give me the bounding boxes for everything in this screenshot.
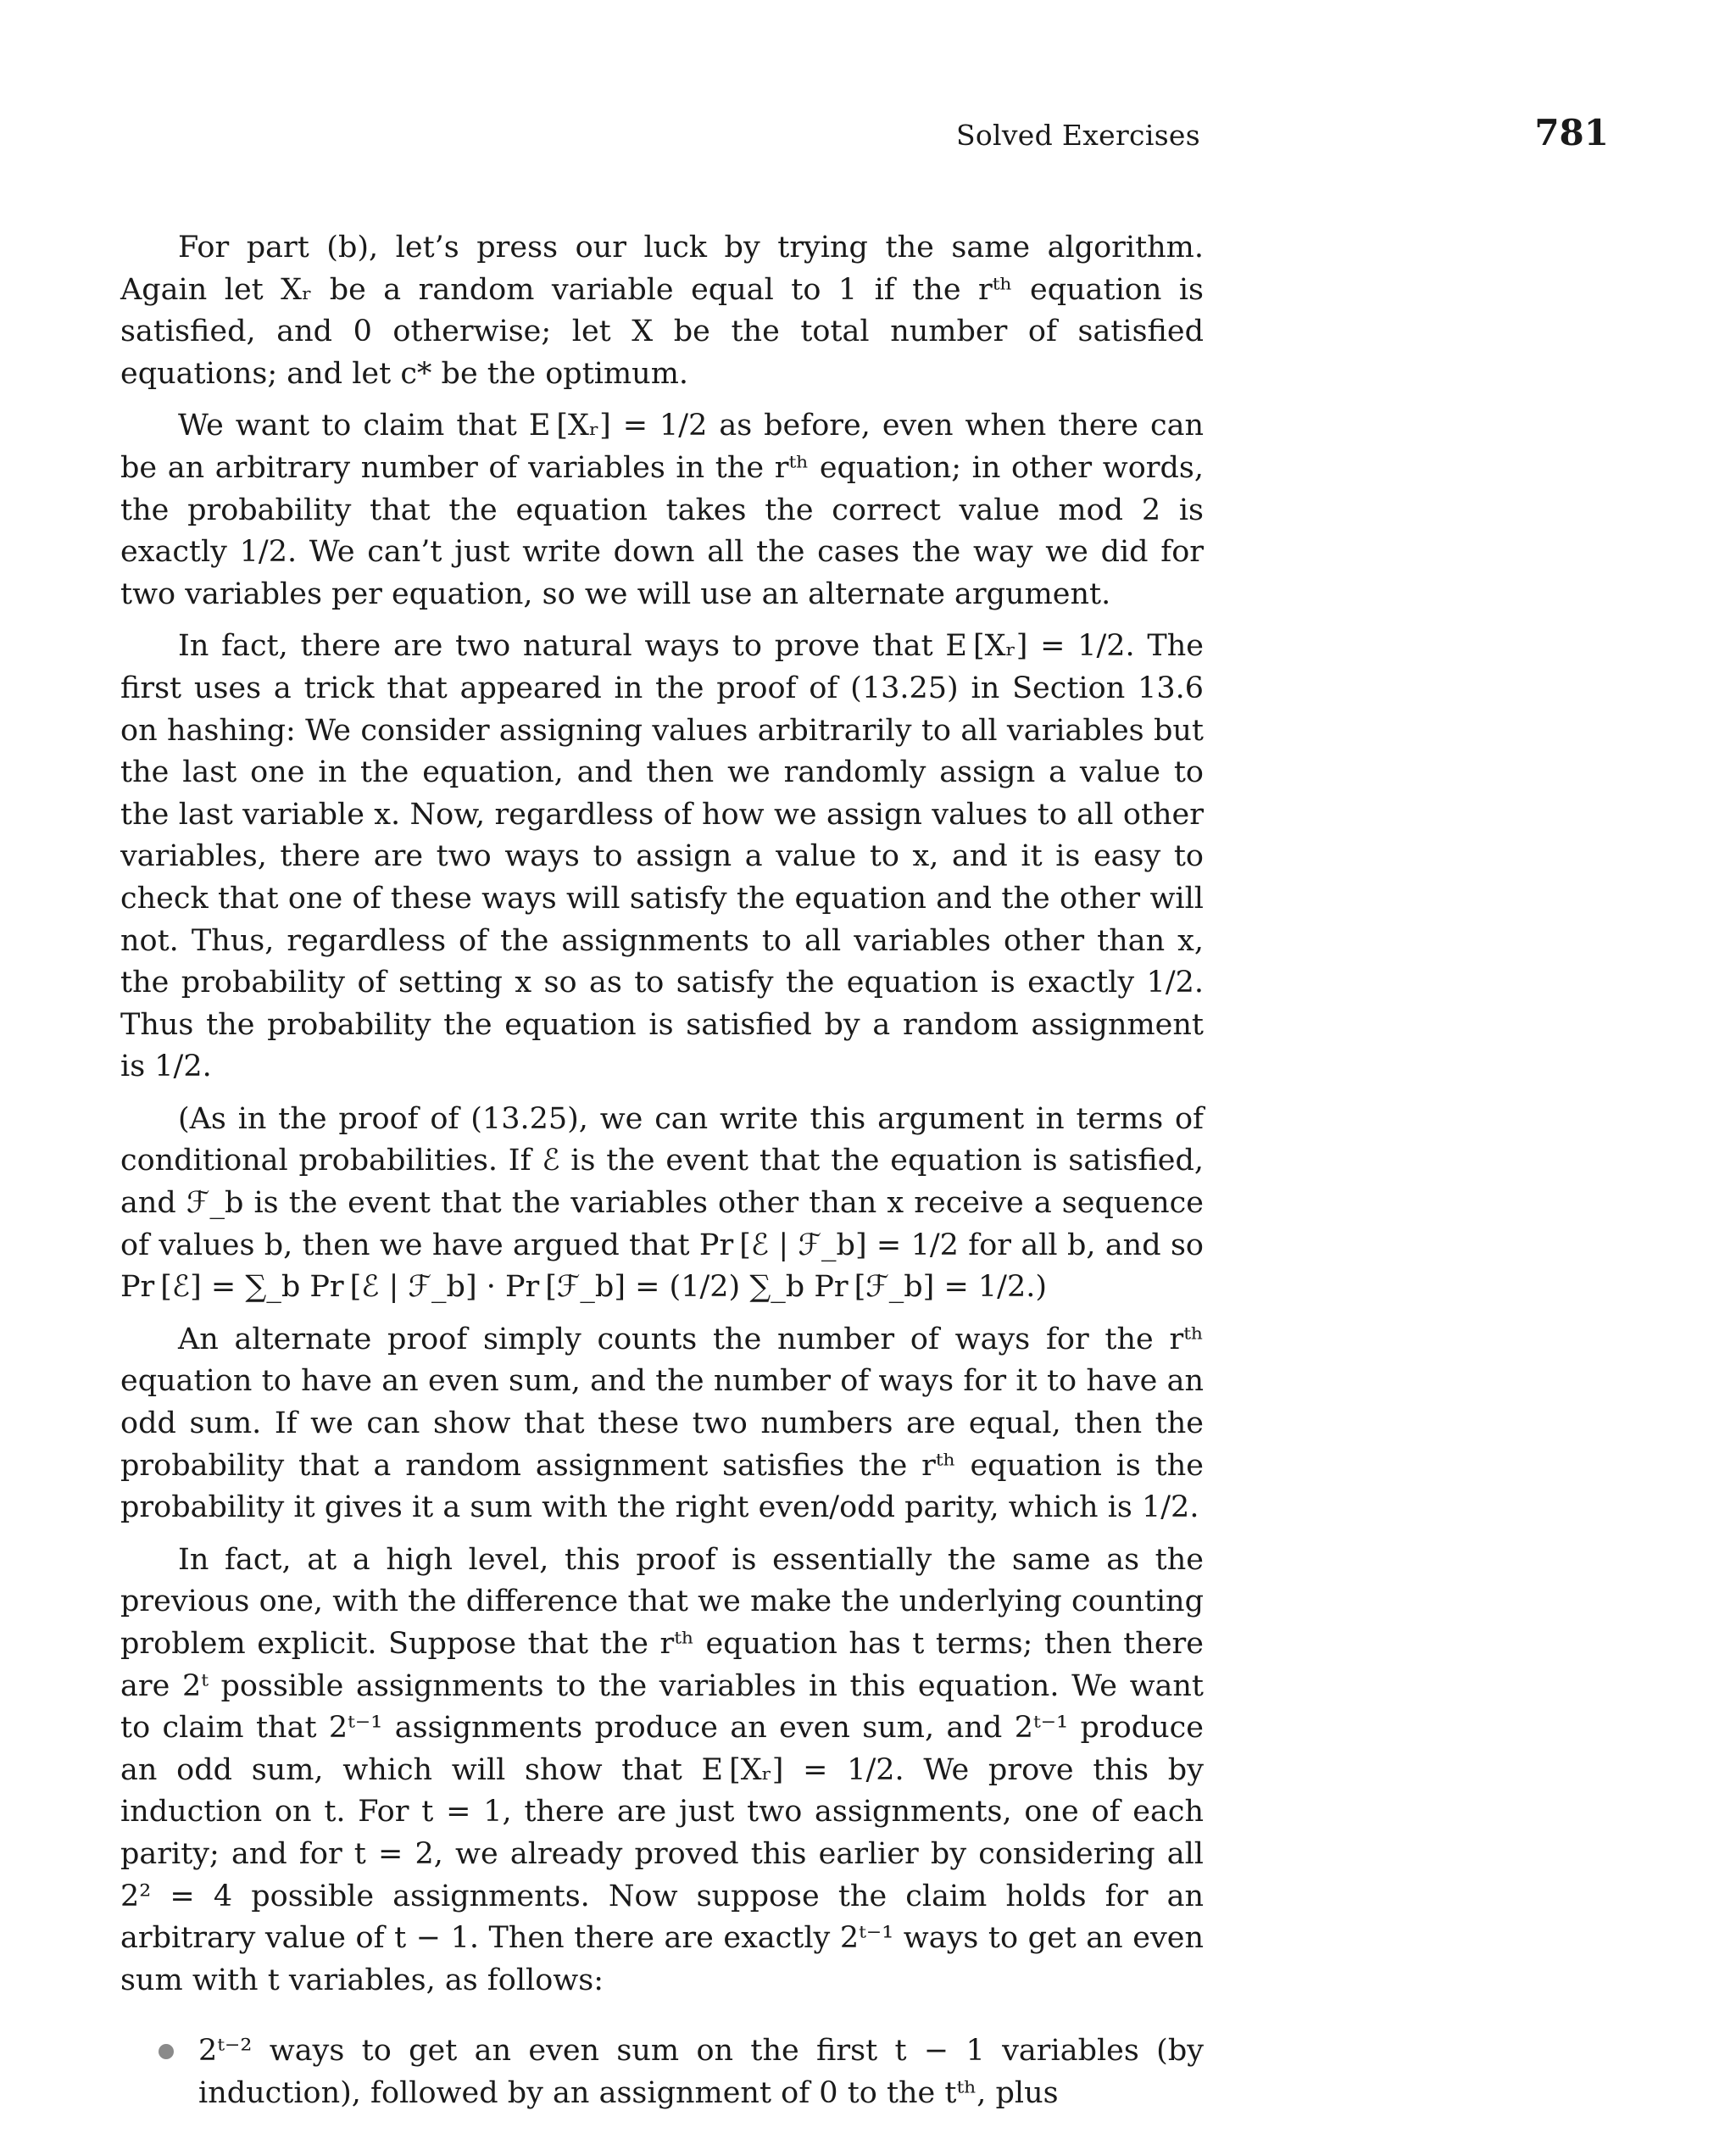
list-item [198, 2030, 1204, 2114]
bullet-list [120, 2030, 1204, 2114]
paragraph: In fact, there are two natural ways to prove that E [Xᵣ] = 1/2. The first uses a trick that appeared in the proof of (13.25) in Section 13.6 on hashing: We consider assigning values arbitrarily to all variables but the last one in the equation, and then we randomly assign a value to the last variable x. Now, regardless of how we assign values to all other variables, there are two ways to assign a value to x, and it is easy to check that one of these ways will satisfy the equation and the other will not. Thus, regardless of the assignments to all variables other than x, the probability of setting x so as to satisfy the equation is exactly 1/2. Thus the probability the equation is satisfied by a random assignment is 1/2. [120, 629, 1204, 1084]
paragraph: In fact, at a high level, this proof is essentially the same as the previous one, with the difference that we make the underlying counting problem explicit. Suppose that the rᵗʰ equation has t terms; then there are 2ᵗ possible assignments to the variables in this equation. We want to claim that 2ᵗ⁻¹ assignments produce an even sum, and 2ᵗ⁻¹ produce an odd sum, which will show that E [Xᵣ] = 1/2. We prove this by induction on t. For t = 1, there are just two assignments, one of each parity; and for t = 2, we already proved this earlier by considering all 2² = 4 possible assignments. Now suppose the claim holds for an arbitrary value of t − 1. Then there are exactly 2ᵗ⁻¹ ways to get an even sum with t variables, as follows: [120, 1542, 1204, 1997]
page-header [0, 112, 1736, 166]
body-text [120, 227, 1204, 2115]
bullet-icon [159, 2044, 174, 2059]
paragraph: An alternate proof simply counts the number of ways for the rᵗʰ equation to have an even sum, and the number of ways for it to have an odd sum. If we can show that these two numbers are equal, then the probability that a random assignment satisfies the rᵗʰ equation is the probability it gives it a sum with the right even/odd parity, which is 1/2. [120, 1322, 1204, 1525]
list-item-text: 2ᵗ⁻² ways to get an even sum on the first t − 1 variables (by induction), followed by an assignment of 0 to the tᵗʰ, plus [198, 2034, 1204, 2110]
paragraph: We want to claim that E [Xᵣ] = 1/2 as before, even when there can be an arbitrary number of variables in the rᵗʰ equation; in other words, the probability that the equation takes the correct value mod 2 is exactly 1/2. We can’t just write down all the cases the way we did for two variables per equation, so we will use an alternate argument. [120, 409, 1204, 611]
paragraph: For part (b), let’s press our luck by trying the same algorithm. Again let Xᵣ be a random variable equal to 1 if the rᵗʰ equation is satisfied, and 0 otherwise; let X be the total number of satisfied equations; and let c* be the optimum. [120, 231, 1204, 391]
page-number: 781 [1534, 112, 1609, 153]
running-head: Solved Exercises [955, 119, 1200, 152]
paragraph: (As in the proof of (13.25), we can write this argument in terms of conditional probabilities. If ℰ is the event that the equation is satisfied, and ℱ_b is the event that the variables other than x receive a sequence of values b, then we have argued that Pr [ℰ | ℱ_b] = 1/2 for all b, and so Pr [ℰ] = ∑_b Pr [ℰ | ℱ_b] · Pr [ℱ_b] = (1/2) ∑_b Pr [ℱ_b] = 1/2.) [120, 1101, 1204, 1305]
